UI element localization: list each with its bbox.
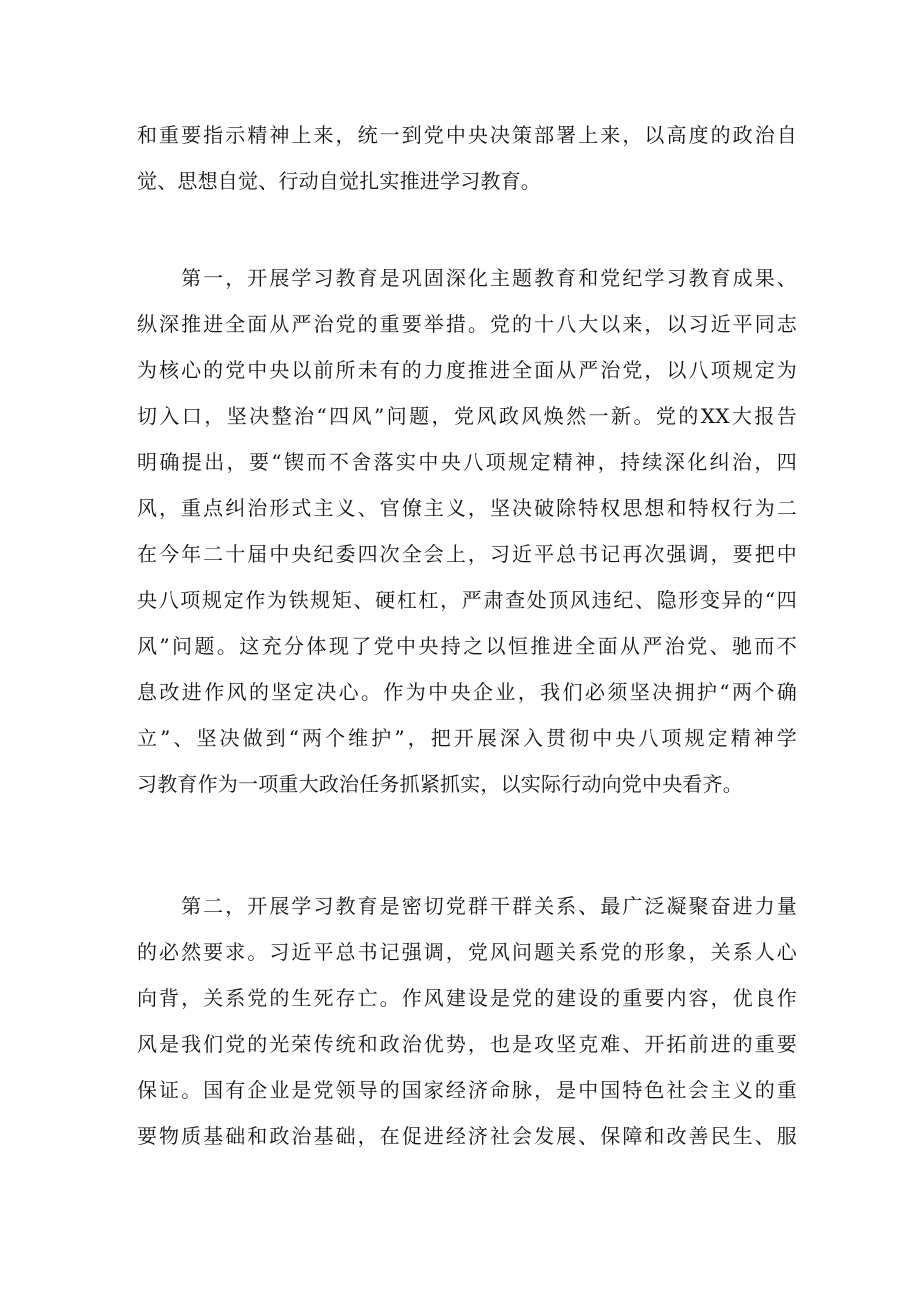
text-line: 为核心的党中央以前所未有的力度推进全面从严治党，以八项规定为 [137, 358, 797, 382]
text-line: 风”问题。这充分体现了党中央持之以恒推进全面从严治党、驰而不 [137, 634, 797, 658]
text-line: 觉、思想自觉、行动自觉扎实推进学习教育。 [137, 169, 541, 193]
text-line: 第一，开展学习教育是巩固深化主题教育和党纪学习教育成果、 [137, 266, 797, 290]
text-line: 央八项规定作为铁规矩、硬杠杠，严肃查处顶风违纪、隐形变异的“四 [137, 588, 797, 612]
text-line: 要物质基础和政治基础，在促进经济社会发展、保障和改善民生、服 [137, 1124, 797, 1148]
text-line: 和重要指示精神上来，统一到党中央决策部署上来，以高度的政治自 [137, 123, 797, 147]
text-line: 纵深推进全面从严治党的重要举措。党的十八大以来，以习近平同志 [137, 312, 797, 336]
text-line: 习教育作为一项重大政治任务抓紧抓实，以实际行动向党中央看齐。 [137, 772, 743, 796]
text-line: 保证。国有企业是党领导的国家经济命脉，是中国特色社会主义的重 [137, 1078, 797, 1102]
paragraph-intro-continuation [137, 112, 797, 204]
text-line: 立”、坚决做到“两个维护”，把开展深入贯彻中央八项规定精神学 [137, 726, 797, 750]
text-line: 在今年二十届中央纪委四次全会上，习近平总书记再次强调，要把中 [137, 542, 797, 566]
paragraph-second-point [137, 883, 797, 1159]
text-line: 切入口，坚决整治“四风”问题，党风政风焕然一新。党的XX大报告 [137, 404, 797, 428]
text-line: 的必然要求。习近平总书记强调，党风问题关系党的形象，关系人心 [137, 940, 797, 964]
text-line: 向背，关系党的生死存亡。作风建设是党的建设的重要内容，优良作 [137, 986, 797, 1010]
paragraph-first-point [137, 255, 797, 807]
text-line: 第二，开展学习教育是密切党群干群关系、最广泛凝聚奋进力量 [137, 894, 797, 918]
text-line: 风是我们党的光荣传统和政治优势，也是攻坚克难、开拓前进的重要 [137, 1032, 797, 1056]
text-line: 明确提出，要“锲而不舍落实中央八项规定精神，持续深化纠治，四 [137, 450, 797, 474]
text-line: 风，重点纠治形式主义、官僚主义，坚决破除特权思想和特权行为二 [137, 496, 797, 520]
text-line: 息改进作风的坚定决心。作为中央企业，我们必须坚决拥护“两个确 [137, 680, 797, 704]
